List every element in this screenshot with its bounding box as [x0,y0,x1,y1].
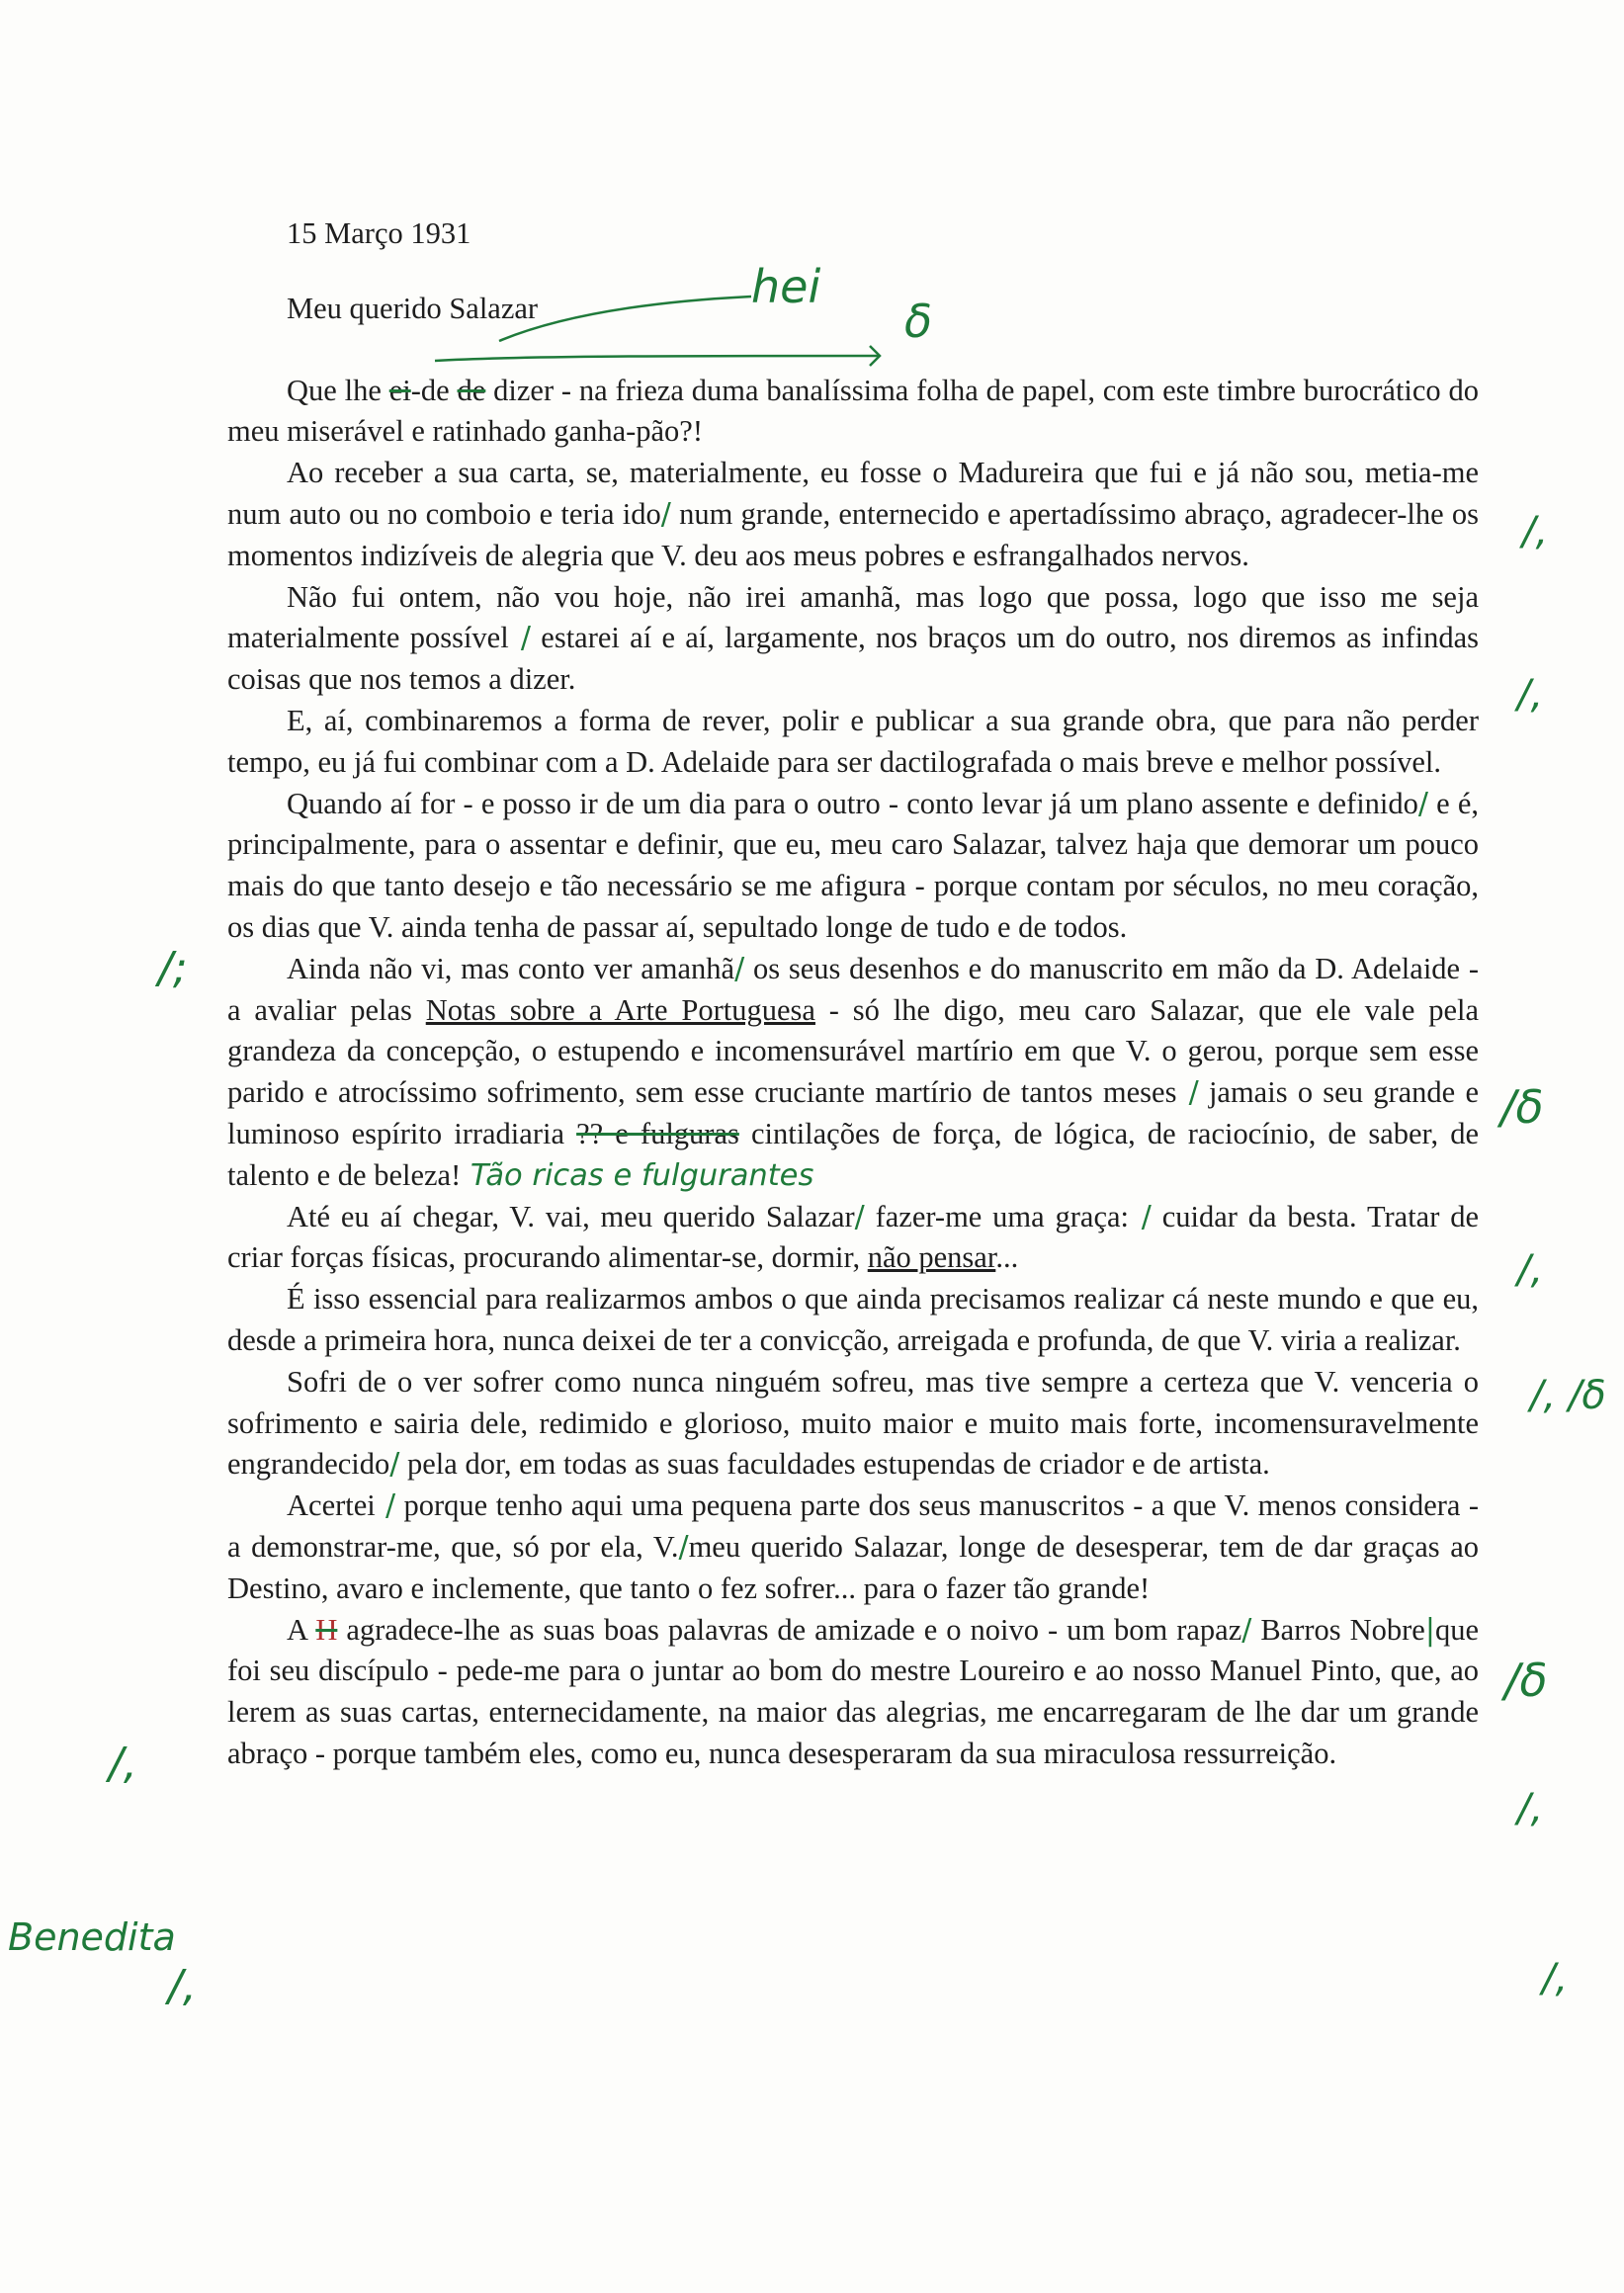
p10-a: Acertei [287,1488,376,1523]
left-margin-mark-1: /; [158,943,188,993]
p9-b: pela dor, em todas as suas faculdades estupendas de criador e de artista. [399,1447,1270,1482]
p5-b: e é, principalmente, para o assentar e definir, que eu, meu caro Salazar, talvez haja que demorar um pouco mais do que tanto desejo e tão necessário se me afigura - porque contam por séculos, no meu coração, os dias que V. ainda tenha de passar aí, sepultado longe de tudo e de todos. [227,786,1479,944]
greeting-delta-mark: δ [904,295,933,348]
p7-edit-mark-2: / [1129,1199,1152,1234]
p6-book-title: Notas sobre a Arte Portuguesa [425,992,815,1027]
p6-d: jamais o seu grande e luminoso espírito irradiaria [227,1075,1479,1150]
p7-b: fazer-me uma graça: [864,1199,1130,1233]
p2-edit-mark: / [660,496,671,532]
p1-a: Que lhe [287,373,389,407]
letter-date: 15 Março 1931 [287,216,471,250]
p10-b: porque tenho aqui uma pequena parte dos seus manuscritos - a que V. menos considera - a demonstrar-me, que, só por ela, V. [227,1488,1479,1564]
right-margin-mark-8: /, [1542,1956,1569,2001]
p9-edit-mark: / [389,1447,400,1483]
p11-c: Barros Nobre [1251,1612,1425,1647]
p6-a: Ainda não vi, mas conto ver amanhã [287,951,735,985]
right-margin-mark-1: /, [1522,509,1549,554]
left-margin-mark-2: /, [109,1739,137,1789]
right-margin-mark-4: /, [1517,1247,1544,1293]
paragraph-9 [227,1362,1479,1486]
p11-d: que foi seu discípulo - pede-me para o juntar ao bom do mestre Loureiro e ao nosso Manuel Pinto, que, ao lerem as suas cartas, enternecidamente, na maior das alegrias, me encarregaram de lhe dar um grande abraço - porque também eles, como eu, nunca desesperaram da sua miraculosa ressurreição. [227,1612,1479,1770]
p5-a: Quando aí for - e posso ir de um dia para o outro - conto levar já um plano assente e definido [287,786,1418,820]
p10-edit-mark-2: / [678,1529,689,1565]
paragraph-3 [227,577,1479,701]
p1-c: dizer - na frieza duma banalíssima folha de papel, com este timbre burocrático do meu miserável e ratinhado ganha-pão?! [227,373,1479,449]
p11-b: agradece-lhe as suas boas palavras de amizade e o noivo - um bom rapaz [337,1612,1242,1647]
p6-struck-text: ?? e fulguras [576,1116,739,1150]
p6-handwritten-insert: Tão ricas e fulgurantes [461,1157,814,1193]
p3-b: estarei aí e aí, largamente, nos braços um do outro, nos diremos as infindas coisas que nos temos a dizer. [227,621,1479,697]
p3-edit-mark: / [508,621,532,656]
left-margin-benedita-note: Benedita [8,1915,176,1959]
letter-greeting: Meu querido Salazar [287,291,539,325]
p6-b: os seus desenhos e do manuscrito em mão da D. Adelaide - a avaliar pelas [227,951,1479,1027]
p7-c: cuidar da besta. Tratar de criar forças físicas, procurando alimentar-se, dormir, [227,1199,1479,1275]
paragraph-7 [227,1197,1479,1280]
paragraph-2 [227,453,1479,576]
p11-a: A [287,1612,316,1647]
p11-struck: H [315,1612,338,1647]
paragraph-1 [227,371,1479,454]
p10-c: meu querido Salazar, longe de desesperar, tem de dar graças ao Destino, avaro e inclemente, que tanto o fez sofrer... para o fazer tão grande! [227,1529,1479,1605]
p7-a: Até eu aí chegar, V. vai, meu querido Salazar [287,1199,855,1233]
p2-a: Ao receber a sua carta, se, materialmente, eu fosse o Madureira que fui e já não sou, metia-me num auto ou no comboio e teria ido [227,456,1479,531]
p6-edit-mark-1: / [734,951,745,986]
greeting-insert-hei: hei [751,260,821,313]
right-margin-mark-6: /δ [1504,1654,1548,1707]
p1-struck-2: de [457,373,486,407]
paragraph-5 [227,784,1479,949]
p11-edit-mark-1: / [1241,1612,1252,1648]
p1-struck-1: ei [388,373,411,407]
p10-edit-mark-1: / [375,1488,396,1524]
paragraph-10 [227,1486,1479,1609]
p6-edit-mark-2: / [1176,1075,1199,1111]
p7-underlined: não pensar [867,1240,996,1275]
p3-a: Não fui ontem, não vou hoje, não irei amanhã, mas logo que possa, logo que isso me seja materialmente possível [227,579,1479,655]
p6-c: - só lhe digo, meu caro Salazar, que ele vale pela grandeza da concepção, o estupendo e incomensurável martírio em que V. o gerou, porque sem esse parido e atrocíssimo sofrimento, sem esse cruciante martírio de tantos meses [227,992,1480,1110]
paragraph-4: E, aí, combinaremos a forma de rever, polir e publicar a sua grande obra, que para não perder tempo, eu já fui combinar com a D. Adelaide para ser dactilografada o mais breve e melhor possível. [227,703,1479,779]
right-margin-mark-7: /, [1517,1786,1544,1831]
right-margin-mark-5: /, /δ [1530,1373,1606,1418]
p7-edit-mark-1: / [854,1199,865,1234]
p2-b: num grande, enternecido e apertadíssimo abraço, agradecer-lhe os momentos indizíveis de alegria que V. deu aos meus pobres e esfrangalhados nervos. [227,496,1479,572]
paragraph-11 [227,1610,1479,1775]
right-margin-mark-2: /, [1517,672,1544,718]
p1-b: -de [410,373,458,407]
p9-a: Sofri de o ver sofrer como nunca ninguém sofreu, mas tive sempre a certeza que V. venceria o sofrimento e sairia dele, redimido e glorioso, muito maior e muito mais forte, incomensuravelmente engrandecido [227,1364,1479,1482]
right-margin-mark-3: /δ [1500,1080,1544,1134]
paragraph-8: É isso essencial para realizarmos ambos o que ainda precisamos realizar cá neste mundo e que eu, desde a primeira hora, nunca deixei de ter a convicção, arreigada e profunda, de que V. viria a realizar. [227,1282,1479,1357]
p6-e: cintilações de força, de lógica, de raciocínio, de saber, de talento e de beleza! [227,1116,1479,1192]
paragraph-6 [227,949,1479,1197]
p7-d: ... [995,1240,1019,1275]
letter-body [227,213,1479,1775]
left-margin-mark-3: /, [168,1961,197,2011]
p11-edit-mark-2: | [1424,1612,1435,1648]
p5-edit-mark: / [1417,786,1429,821]
